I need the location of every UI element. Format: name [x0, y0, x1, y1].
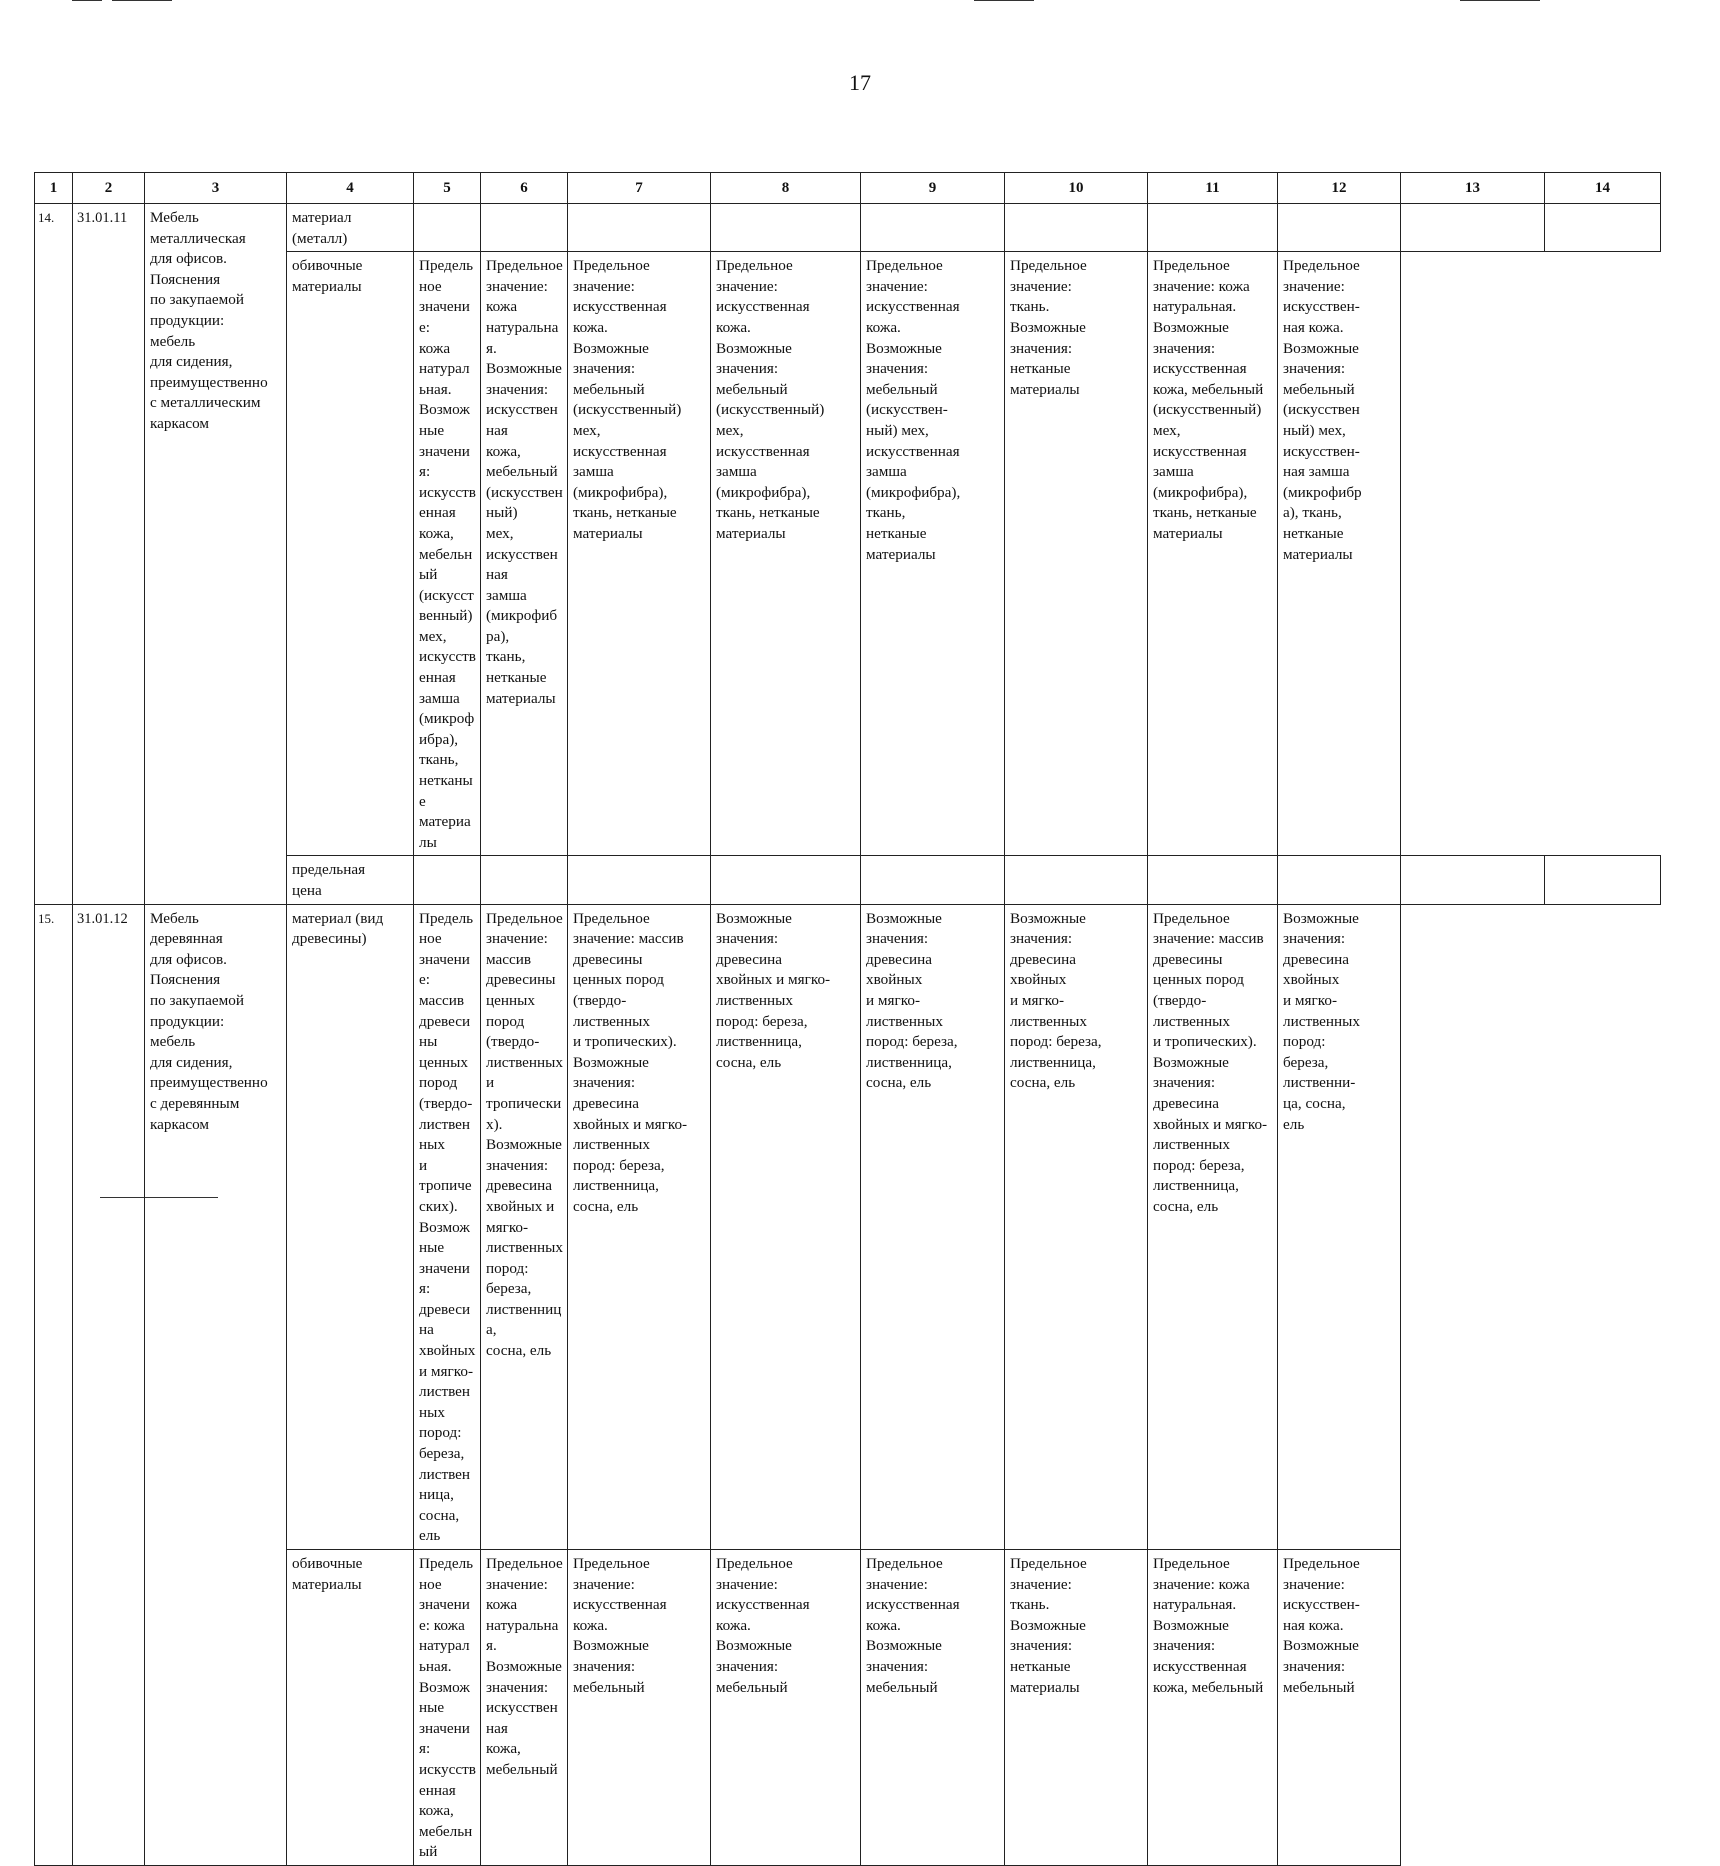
scan-mark	[974, 0, 1034, 1]
column-number-cell: 1	[35, 173, 73, 204]
column-number-cell: 12	[1278, 173, 1401, 204]
value-cell	[1278, 856, 1401, 904]
value-cell: Возможные значения: древесина хвойных и мягко- лиственных пород: береза, лиственни- ца, сосна, ель	[1278, 904, 1401, 1549]
value-cell	[568, 204, 711, 252]
characteristic-cell: материал (металл)	[287, 204, 414, 252]
value-cell	[414, 856, 481, 904]
value-cell: Предельное значение: массив древесины ценных пород (твердо- лиственных и тропических). Возможные значения: древесина хвойных и мягко- лиственных пород: береза, лиственница, сосна, ель	[414, 904, 481, 1549]
value-cell	[711, 856, 861, 904]
value-cell	[1545, 204, 1661, 252]
table-row	[35, 904, 1661, 1549]
value-cell: Предельное значение: кожа натуральная. Возможные значения: искусственная кожа, мебельный	[414, 1550, 481, 1866]
column-number-cell: 7	[568, 173, 711, 204]
column-number-cell: 3	[145, 173, 287, 204]
value-cell	[414, 204, 481, 252]
value-cell: Предельное значение: искусственная кожа. Возможные значения: мебельный	[861, 1550, 1005, 1866]
value-cell: Предельное значение: кожа натуральная. Возможные значения: искусственная кожа, мебельный (искусственный) мех, искусственная замша (микрофибра), ткань, нетканые материалы	[1148, 252, 1278, 856]
value-cell	[1545, 856, 1661, 904]
value-cell: Предельное значение: искусственная кожа. Возможные значения: мебельный (искусственный) мех, искусственная замша (микрофибра), ткань, нетканые материалы	[711, 252, 861, 856]
column-number-cell: 2	[73, 173, 145, 204]
column-number-cell: 6	[481, 173, 568, 204]
scan-mark	[72, 0, 102, 1]
characteristic-cell: обивочные материалы	[287, 252, 414, 856]
value-cell	[1401, 856, 1545, 904]
column-number-cell: 11	[1148, 173, 1278, 204]
value-cell: Предельное значение: ткань. Возможные значения: нетканые материалы	[1005, 252, 1148, 856]
value-cell	[1005, 856, 1148, 904]
value-cell: Предельное значение: массив древесины ценных пород (твердо- лиственных и тропических). Возможные значения: древесина хвойных и мягко- лиственных пород: береза, лиственница, сосна, ель	[1148, 904, 1278, 1549]
spec-table-frame	[34, 172, 1660, 1861]
spec-table-body	[35, 173, 1661, 1866]
value-cell: Предельное значение: искусственная кожа. Возможные значения: мебельный	[568, 1550, 711, 1866]
value-cell	[861, 204, 1005, 252]
value-cell: Предельное значение: кожа натуральная. Возможные значения: искусственная кожа, мебельный (искусственный) мех, искусственная замша (микрофибра), ткань, нетканые материалы	[414, 252, 481, 856]
column-number-cell: 10	[1005, 173, 1148, 204]
value-cell: Возможные значения: древесина хвойных и мягко- лиственных пород: береза, лиственница, сосна, ель	[1005, 904, 1148, 1549]
table-row	[35, 204, 1661, 252]
characteristic-cell: обивочные материалы	[287, 1550, 414, 1866]
value-cell: Предельное значение: массив древесины ценных пород (твердо- лиственных и тропических). Возможные значения: древесина хвойных и мягко- лиственных пород: береза, лиственница, сосна, ель	[481, 904, 568, 1549]
value-cell: Предельное значение: искусственная кожа. Возможные значения: мебельный (искусствен- ный) мех, искусственная замша (микрофибра), ткань, нетканые материалы	[861, 252, 1005, 856]
value-cell	[1278, 204, 1401, 252]
value-cell: Предельное значение: искусствен- ная кожа. Возможные значения: мебельный	[1278, 1550, 1401, 1866]
column-number-cell: 4	[287, 173, 414, 204]
page-number: 17	[849, 70, 871, 95]
characteristic-cell: материал (вид древесины)	[287, 904, 414, 1549]
value-cell: Предельное значение: искусствен- ная кожа. Возможные значения: мебельный (искусствен ный) мех, искусствен- ная замша (микрофибр а), ткань, нетканые материалы	[1278, 252, 1401, 856]
value-cell	[1148, 204, 1278, 252]
value-cell	[711, 204, 861, 252]
value-cell	[568, 856, 711, 904]
scan-mark	[112, 0, 172, 1]
column-number-cell: 13	[1401, 173, 1545, 204]
value-cell: Предельное значение: кожа натуральная. Возможные значения: искусственная кожа, мебельный	[1148, 1550, 1278, 1866]
value-cell	[861, 856, 1005, 904]
product-name-cell: Мебель металлическая для офисов. Пояснения по закупаемой продукции: мебель для сидения, преимущественно с металлическим каркасом	[145, 204, 287, 905]
value-cell	[1148, 856, 1278, 904]
column-number-row	[35, 173, 1661, 204]
value-cell	[1401, 204, 1545, 252]
scan-mark	[1460, 0, 1540, 1]
value-cell	[481, 204, 568, 252]
okpd-code-cell: 31.01.12	[73, 904, 145, 1865]
column-number-cell: 9	[861, 173, 1005, 204]
column-number-cell: 5	[414, 173, 481, 204]
value-cell: Предельное значение: массив древесины ценных пород (твердо- лиственных и тропических). Возможные значения: древесина хвойных и мягко- лиственных пород: береза, лиственница, сосна, ель	[568, 904, 711, 1549]
value-cell: Предельное значение: кожа натуральная. Возможные значения: искусственная кожа, мебельный	[481, 1550, 568, 1866]
value-cell: Предельное значение: искусственная кожа. Возможные значения: мебельный	[711, 1550, 861, 1866]
okpd-code-cell: 31.01.11	[73, 204, 145, 905]
value-cell: Предельное значение: ткань. Возможные значения: нетканые материалы	[1005, 1550, 1148, 1866]
product-name-cell: Мебель деревянная для офисов. Пояснения по закупаемой продукции: мебель для сидения, преимущественно с деревянным каркасом	[145, 904, 287, 1865]
characteristic-cell: предельная цена	[287, 856, 414, 904]
value-cell: Предельное значение: искусственная кожа. Возможные значения: мебельный (искусственный) мех, искусственная замша (микрофибра), ткань, нетканые материалы	[568, 252, 711, 856]
value-cell	[481, 856, 568, 904]
column-number-cell: 14	[1545, 173, 1661, 204]
row-number-cell: 14.	[35, 204, 73, 905]
value-cell: Предельное значение: кожа натуральная. Возможные значения: искусственная кожа, мебельный (искусственный) мех, искусственная замша (микрофибра), ткань, нетканые материалы	[481, 252, 568, 856]
value-cell: Возможные значения: древесина хвойных и мягко- лиственных пород: береза, лиственница, сосна, ель	[861, 904, 1005, 1549]
column-number-cell: 8	[711, 173, 861, 204]
row-number-cell: 15.	[35, 904, 73, 1865]
spec-table	[34, 172, 1661, 1866]
value-cell: Возможные значения: древесина хвойных и мягко- лиственных пород: береза, лиственница, сосна, ель	[711, 904, 861, 1549]
value-cell	[1005, 204, 1148, 252]
